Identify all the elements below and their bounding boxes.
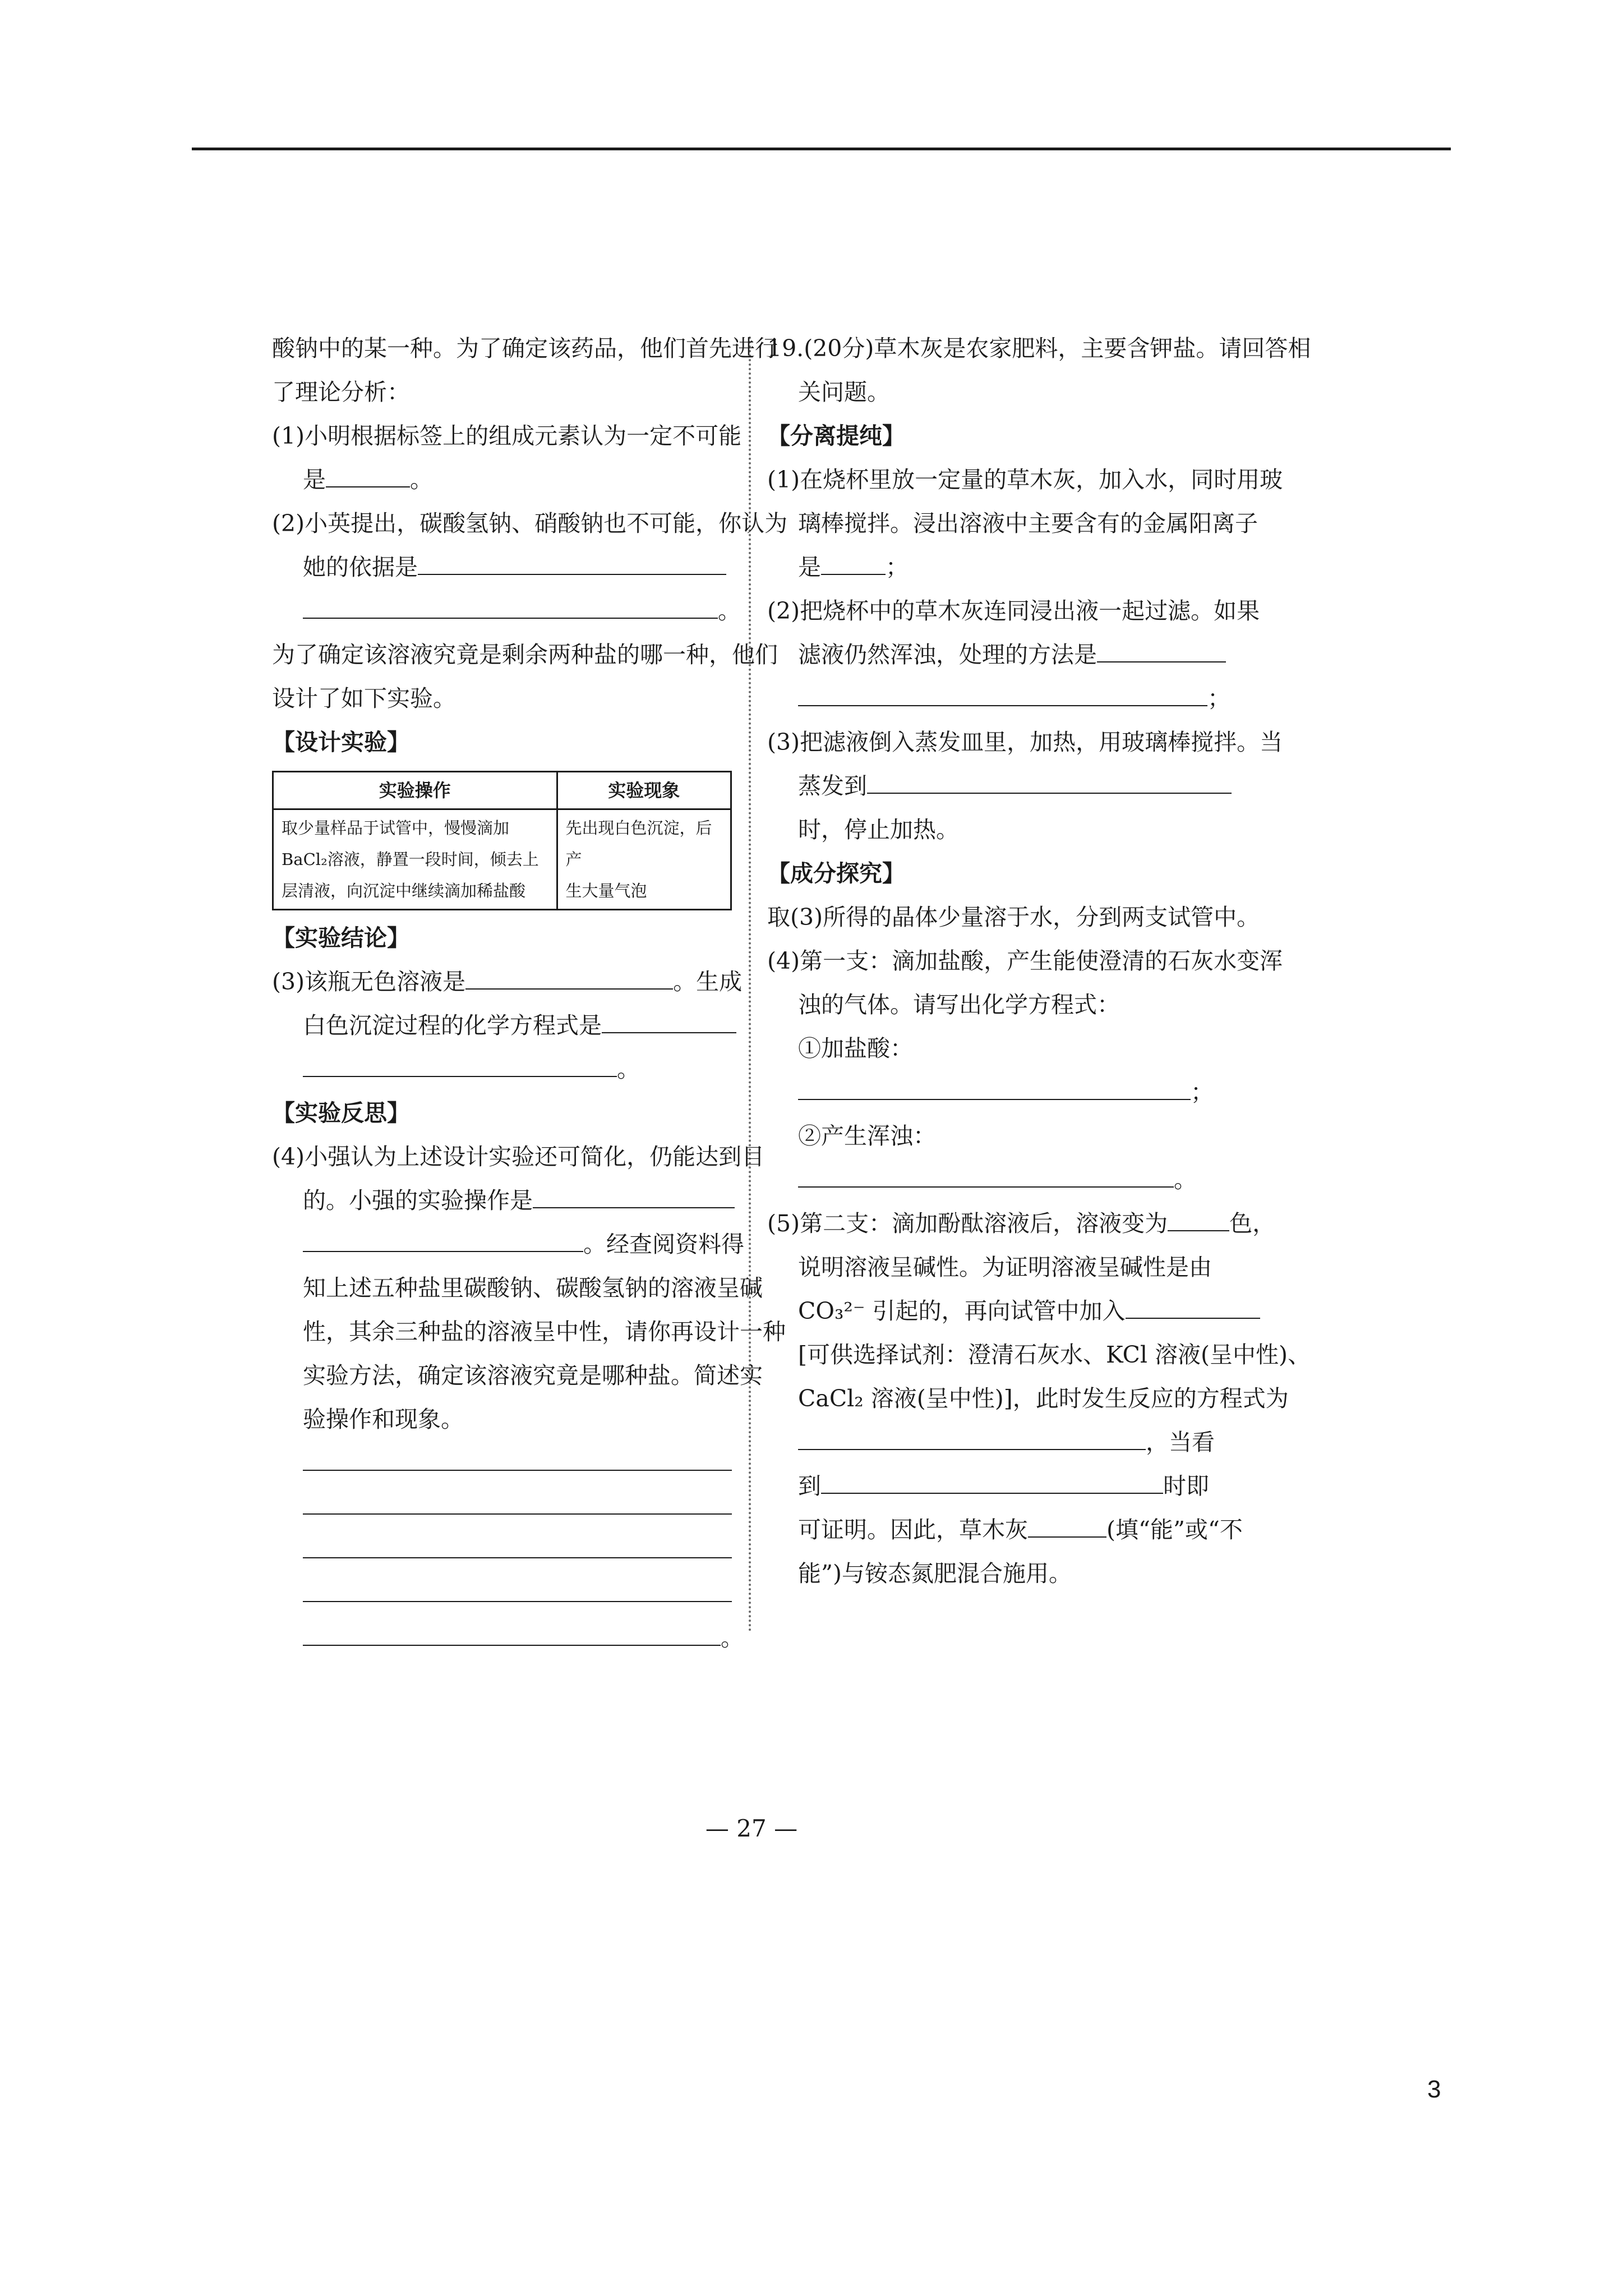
question-19-3-line-2: 蒸发到 <box>767 764 1264 808</box>
question-1: (1)小明根据标签上的组成元素认为一定不可能 <box>272 422 742 449</box>
answer-blank[interactable] <box>465 972 673 990</box>
question-19: 19.(20分)草木灰是农家肥料，主要含钾盐。请回答相 <box>767 335 1311 362</box>
answer-blank[interactable] <box>303 1234 583 1252</box>
question-19-4: (4)第一支：滴加盐酸，产生能使澄清的石灰水变浑 <box>767 947 1283 974</box>
question-19-4-turbid-line: 。 <box>767 1158 1264 1202</box>
answer-blank[interactable] <box>798 1432 1146 1450</box>
question-19-line-2: 关问题。 <box>798 379 890 406</box>
question-4-line-6: 实验方法，确定该溶液究竟是哪种盐。简述实 <box>303 1362 763 1389</box>
question-19-5-line-7: 到 时即 <box>798 1473 1209 1499</box>
experiment-table <box>272 771 732 910</box>
question-4-line-7: 验操作和现象。 <box>303 1406 464 1433</box>
question-19-4-acid: ①加盐酸： <box>798 1035 913 1062</box>
answer-line <box>272 1441 732 1485</box>
answer-blank[interactable] <box>602 1015 736 1033</box>
question-19-5: (5)第二支：滴加酚酞溶液后，溶液变为 色， <box>767 1210 1276 1237</box>
table-header-phenomenon: 实验现象 <box>557 772 731 809</box>
answer-blank[interactable] <box>1168 1213 1229 1231</box>
answer-blank[interactable] <box>1126 1301 1260 1319</box>
question-2: (2)小英提出，碳酸氢钠、硝酸钠也不可能，你认为 <box>272 510 788 537</box>
question-19-2-line-3: ； <box>767 677 1264 720</box>
question-4-line-3: 。经查阅资料得 <box>272 1222 732 1266</box>
question-19-4-line-2: 浊的气体。请写出化学方程式： <box>798 991 1120 1018</box>
question-19-5-line-8: 可证明。因此，草木灰 (填“能”或“不 <box>798 1516 1243 1543</box>
header-rule <box>192 148 1451 150</box>
question-19-1-line-2: 璃棒搅拌。浸出溶液中主要含有的金属阳离子 <box>798 510 1258 537</box>
question-19-5-line-6: ，当看 <box>767 1420 1264 1464</box>
question-19-4-turbid: ②产生浑浊： <box>798 1122 936 1149</box>
answer-blank[interactable] <box>1028 1520 1106 1538</box>
question-19-1-line-3: 是 ； <box>798 554 909 581</box>
answer-blank[interactable] <box>303 1453 732 1471</box>
question-19-5-line-2: 说明溶液呈碱性。为证明溶液呈碱性是由 <box>798 1254 1212 1281</box>
section-heading-separation: 【分离提纯】 <box>767 422 905 449</box>
question-3-line-3: 。 <box>272 1047 732 1091</box>
sheet-number: 3 <box>1427 2076 1441 2103</box>
answer-blank[interactable] <box>418 557 726 575</box>
section-heading-conclusion: 【实验结论】 <box>272 924 410 951</box>
answer-blank[interactable] <box>821 557 886 575</box>
answer-blank[interactable] <box>798 1082 1191 1100</box>
question-19-2: (2)把烧杯中的草木灰连同浸出液一起过滤。如果 <box>767 597 1260 624</box>
answer-blank[interactable] <box>303 1628 721 1646</box>
question-19-5-line-9: 能”)与铵态氮肥混合施用。 <box>798 1560 1072 1587</box>
question-19-3: (3)把滤液倒入蒸发皿里，加热，用玻璃棒搅拌。当 <box>767 729 1283 756</box>
answer-blank[interactable] <box>1097 645 1226 662</box>
section-heading-design: 【设计实验】 <box>272 729 410 756</box>
right-column <box>767 326 1311 1595</box>
answer-blank[interactable] <box>867 776 1232 794</box>
answer-blank[interactable] <box>798 1170 1174 1188</box>
question-3-line-2: 白色沉淀过程的化学方程式是 <box>272 1004 732 1047</box>
text-line: 取(3)所得的晶体少量溶于水，分到两支试管中。 <box>767 904 1260 931</box>
section-heading-reflection: 【实验反思】 <box>272 1099 410 1126</box>
text-line: 了理论分析： <box>272 379 410 406</box>
answer-blank[interactable] <box>821 1476 1163 1494</box>
question-4-line-2: 的。小强的实验操作是 <box>272 1179 732 1222</box>
question-19-3-line-3: 时，停止加热。 <box>798 816 959 843</box>
text-line: 为了确定该溶液究竟是剩余两种盐的哪一种，他们 <box>272 641 778 668</box>
question-2-blank-line: 她的依据是 <box>272 545 732 589</box>
answer-line: 。 <box>272 1616 732 1660</box>
answer-blank[interactable] <box>303 1540 732 1558</box>
answer-blank[interactable] <box>798 688 1207 706</box>
answer-blank[interactable] <box>303 1497 732 1515</box>
answer-line <box>272 1572 732 1616</box>
answer-line <box>272 1485 732 1529</box>
question-3: (3)该瓶无色溶液是 。生成 <box>272 968 743 995</box>
page-number: — 27 — <box>705 1815 798 1842</box>
table-cell-phenomenon: 先出现白色沉淀，后产 生大量气泡 <box>557 809 731 910</box>
answer-blank[interactable] <box>326 470 410 487</box>
question-4-line-5: 性，其余三种盐的溶液呈中性，请你再设计一种 <box>303 1318 786 1345</box>
text-line: 酸钠中的某一种。为了确定该药品，他们首先进行 <box>272 335 778 362</box>
answer-blank[interactable] <box>303 1059 617 1077</box>
question-19-2-line-2: 滤液仍然浑浊，处理的方法是 <box>767 633 1264 677</box>
question-19-4-acid-line: ； <box>767 1070 1264 1114</box>
question-2-blank-line-2: 。 <box>272 589 732 633</box>
question-4: (4)小强认为上述设计实验还可简化，仍能达到目 <box>272 1143 765 1170</box>
question-19-1: (1)在烧杯里放一定量的草木灰，加入水，同时用玻 <box>767 466 1283 493</box>
question-19-5-line-5: CaCl₂ 溶液(呈中性)]，此时发生反应的方程式为 <box>798 1385 1289 1412</box>
answer-line <box>272 1529 732 1572</box>
table-cell-operation: 取少量样品于试管中，慢慢滴加 BaCl₂溶液，静置一段时间，倾去上 层清液，向沉淀中继续滴加稀盐酸 <box>273 809 557 910</box>
table-header-operation: 实验操作 <box>273 772 557 809</box>
question-19-5-line-4: [可供选择试剂：澄清石灰水、KCl 溶液(呈中性)、 <box>798 1341 1311 1368</box>
question-4-line-4: 知上述五种盐里碳酸钠、碳酸氢钠的溶液呈碱 <box>303 1274 763 1301</box>
answer-blank[interactable] <box>303 1584 732 1602</box>
text-line: 设计了如下实验。 <box>272 685 456 712</box>
question-19-5-line-3: CO₃²⁻ 引起的，再向试管中加入 <box>767 1289 1264 1333</box>
answer-blank[interactable] <box>303 601 718 619</box>
question-1-blank-line: 是 。 <box>303 466 433 493</box>
section-heading-composition: 【成分探究】 <box>767 860 905 887</box>
left-column <box>272 326 788 1660</box>
answer-blank[interactable] <box>533 1190 735 1208</box>
